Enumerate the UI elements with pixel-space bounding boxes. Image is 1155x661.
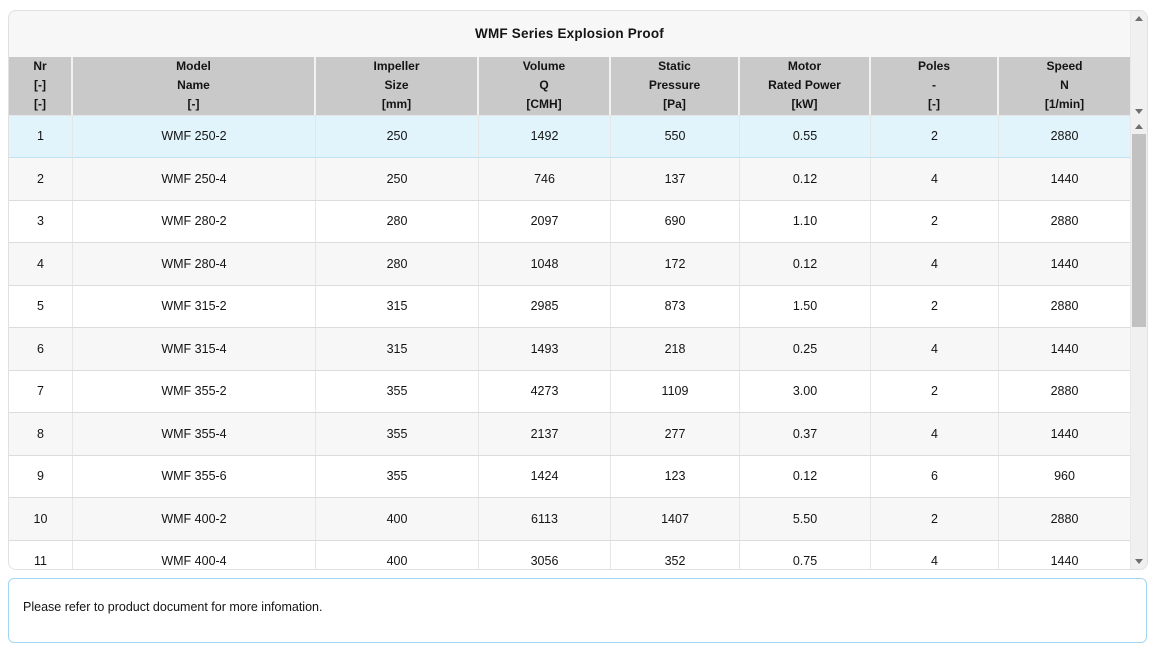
data-cell: 123 — [611, 456, 740, 498]
data-cell: 2 — [9, 158, 73, 200]
table-row[interactable] — [9, 201, 1130, 244]
data-cell: 218 — [611, 328, 740, 370]
data-cell: 2 — [871, 498, 999, 540]
header-line: Size — [384, 78, 409, 93]
header-line: [mm] — [381, 97, 412, 112]
data-cell: 1 — [9, 116, 73, 158]
header-line: [CMH] — [526, 97, 562, 112]
table-row[interactable] — [9, 243, 1130, 286]
data-cell: 1492 — [479, 116, 611, 158]
data-cell: 4273 — [479, 371, 611, 413]
data-cell: 690 — [611, 201, 740, 243]
header-line: Model — [176, 59, 211, 74]
header-line: Speed — [1046, 59, 1083, 74]
data-cell: WMF 280-4 — [73, 243, 316, 285]
data-cell: 7 — [9, 371, 73, 413]
data-cell: 400 — [316, 541, 479, 569]
table-row[interactable] — [9, 371, 1130, 414]
table-row[interactable] — [9, 286, 1130, 329]
data-cell: 3.00 — [740, 371, 871, 413]
header-line: [kW] — [791, 97, 818, 112]
data-cell: 4 — [871, 413, 999, 455]
table-scroll-up-button[interactable] — [1131, 119, 1147, 134]
table-body[interactable] — [9, 116, 1130, 569]
data-cell: 2 — [871, 201, 999, 243]
header-line: - — [932, 78, 936, 93]
data-cell: 1440 — [1050, 341, 1079, 356]
data-cell: 6 — [9, 328, 73, 370]
data-cell: 960 — [1054, 469, 1075, 484]
header-line: [-] — [34, 78, 46, 93]
data-cell: 137 — [611, 158, 740, 200]
table-row[interactable] — [9, 541, 1130, 569]
data-cell: 3 — [9, 201, 73, 243]
data-cell: 250 — [316, 116, 479, 158]
data-cell: 355 — [316, 456, 479, 498]
header-line: [-] — [187, 97, 200, 112]
data-cell: 0.75 — [740, 541, 871, 569]
data-cell: 2985 — [479, 286, 611, 328]
data-cell: 3056 — [479, 541, 611, 569]
header-line: Nr — [33, 59, 47, 74]
data-cell: WMF 400-4 — [73, 541, 316, 569]
data-cell: 277 — [611, 413, 740, 455]
header-line: Static — [658, 59, 691, 74]
column-header-speed[interactable] — [999, 57, 1130, 115]
data-cell: 0.12 — [740, 456, 871, 498]
table-panel — [8, 10, 1148, 570]
column-header-nr[interactable] — [9, 57, 73, 115]
header-line: N — [1060, 78, 1069, 93]
data-cell: 355 — [316, 413, 479, 455]
header-line: [Pa] — [663, 97, 686, 112]
arrow-down-icon — [1135, 559, 1143, 564]
arrow-up-icon — [1135, 124, 1143, 129]
data-cell: 2880 — [1050, 214, 1079, 229]
header-line: Pressure — [648, 78, 701, 93]
data-cell: WMF 315-4 — [73, 328, 316, 370]
data-cell: 315 — [316, 286, 479, 328]
page-title: WMF Series Explosion Proof — [475, 26, 664, 42]
data-cell: WMF 355-4 — [73, 413, 316, 455]
info-note — [8, 578, 1147, 643]
data-cell: WMF 250-2 — [73, 116, 316, 158]
table-row[interactable] — [9, 498, 1130, 541]
data-cell: 2137 — [479, 413, 611, 455]
data-cell: 0.55 — [740, 116, 871, 158]
data-cell: 9 — [9, 456, 73, 498]
data-cell: 315 — [316, 328, 479, 370]
data-cell: 2 — [871, 116, 999, 158]
column-header-volume[interactable] — [479, 57, 611, 115]
header-row — [9, 57, 1130, 116]
arrow-down-icon — [1135, 109, 1143, 114]
data-cell: 1440 — [1050, 171, 1079, 186]
data-cell: 1440 — [1050, 426, 1079, 441]
table-row[interactable] — [9, 116, 1130, 159]
data-cell: 4 — [9, 243, 73, 285]
column-header-model-name[interactable] — [73, 57, 316, 115]
data-cell: WMF 280-2 — [73, 201, 316, 243]
header-line: Name — [177, 78, 210, 93]
column-header-impeller-size[interactable] — [316, 57, 479, 115]
column-header-static-pressure[interactable] — [611, 57, 740, 115]
data-cell: WMF 250-4 — [73, 158, 316, 200]
data-cell: 2 — [871, 286, 999, 328]
data-cell: 2880 — [1050, 384, 1079, 399]
header-line: Q — [539, 78, 549, 93]
data-cell: 2880 — [1050, 511, 1079, 526]
data-cell: 4 — [871, 158, 999, 200]
header-line: [-] — [928, 97, 940, 112]
data-cell: 400 — [316, 498, 479, 540]
data-cell: 1424 — [479, 456, 611, 498]
data-cell: 4 — [871, 243, 999, 285]
data-cell: 1493 — [479, 328, 611, 370]
data-cell: 0.12 — [740, 243, 871, 285]
vertical-scrollbar-strip[interactable] — [1130, 11, 1147, 569]
data-cell: 0.12 — [740, 158, 871, 200]
data-cell: 1.50 — [740, 286, 871, 328]
data-cell: 280 — [316, 201, 479, 243]
data-cell: 0.37 — [740, 413, 871, 455]
info-note-text: Please refer to product document for more infomation. — [23, 600, 323, 614]
data-cell: 1440 — [1050, 554, 1079, 569]
header-line: [1/min] — [1044, 97, 1085, 112]
data-cell: 1048 — [479, 243, 611, 285]
data-cell: WMF 315-2 — [73, 286, 316, 328]
table-scroll-down-button[interactable] — [1131, 554, 1147, 569]
table-row[interactable] — [9, 413, 1130, 456]
header-line: Poles — [917, 59, 950, 74]
data-cell: 4 — [871, 541, 999, 569]
outer-scroll-up-button[interactable] — [1131, 11, 1147, 26]
arrow-up-icon — [1135, 16, 1143, 21]
table-row[interactable] — [9, 328, 1130, 371]
column-header-poles[interactable] — [871, 57, 999, 115]
table-row[interactable] — [9, 158, 1130, 201]
data-cell: 172 — [611, 243, 740, 285]
data-cell: 5.50 — [740, 498, 871, 540]
header-line: Motor — [787, 59, 822, 74]
header-line: Impeller — [373, 59, 420, 74]
table-row[interactable] — [9, 456, 1130, 499]
data-cell: 2880 — [1050, 129, 1079, 144]
data-cell: WMF 355-2 — [73, 371, 316, 413]
data-cell: 5 — [9, 286, 73, 328]
data-cell: 355 — [316, 371, 479, 413]
data-cell: 6 — [871, 456, 999, 498]
data-cell: 1.10 — [740, 201, 871, 243]
data-cell: 6113 — [479, 498, 611, 540]
scrollbar-thumb[interactable] — [1132, 134, 1146, 327]
data-cell: WMF 400-2 — [73, 498, 316, 540]
data-cell: 280 — [316, 243, 479, 285]
data-cell: 1407 — [611, 498, 740, 540]
data-cell: 11 — [9, 541, 73, 569]
data-cell: 1109 — [611, 371, 740, 413]
outer-scroll-down-button[interactable] — [1131, 104, 1147, 119]
data-cell: 10 — [9, 498, 73, 540]
data-cell: WMF 355-6 — [73, 456, 316, 498]
header-line: [-] — [34, 97, 46, 112]
table-content — [9, 11, 1130, 569]
table-scrollbar[interactable] — [1131, 119, 1147, 569]
outer-scrollbar[interactable] — [1131, 11, 1147, 119]
data-cell: 8 — [9, 413, 73, 455]
data-cell: 4 — [871, 328, 999, 370]
data-cell: 550 — [611, 116, 740, 158]
data-cell: 2880 — [1050, 299, 1079, 314]
data-cell: 2097 — [479, 201, 611, 243]
data-cell: 250 — [316, 158, 479, 200]
data-cell: 2 — [871, 371, 999, 413]
column-header-motor-rated-power[interactable] — [740, 57, 871, 115]
data-cell: 746 — [479, 158, 611, 200]
header-line: Volume — [522, 59, 566, 74]
title-bar — [9, 11, 1130, 57]
data-cell: 873 — [611, 286, 740, 328]
data-cell: 0.25 — [740, 328, 871, 370]
data-cell: 1440 — [1050, 256, 1079, 271]
data-cell: 352 — [611, 541, 740, 569]
header-line: Rated Power — [768, 78, 841, 93]
